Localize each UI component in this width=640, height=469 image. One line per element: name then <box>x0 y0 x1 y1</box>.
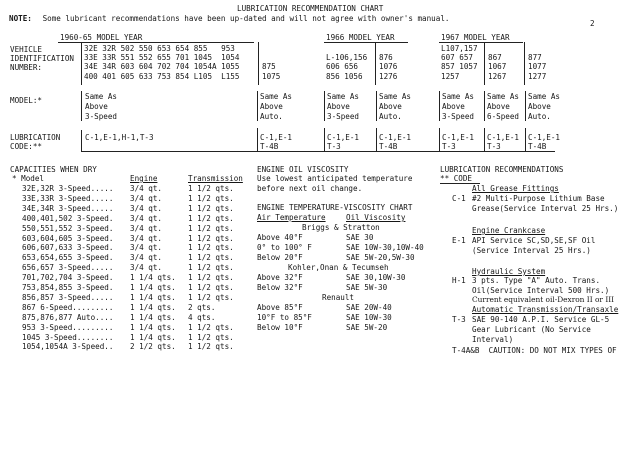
capacity-trans: 1 1/2 qts. <box>188 322 234 332</box>
lub-code-cell: T-3 <box>487 142 501 151</box>
capacity-engine: 3/4 qt. <box>130 193 163 203</box>
capacity-engine: 3/4 qt. <box>130 233 163 243</box>
oil-text: Use lowest anticipated temperature <box>257 174 413 183</box>
capacity-model: 653,654,655 3-Speed. <box>22 253 114 263</box>
oil-viscosity: SAE 10W-30 <box>346 313 392 322</box>
vehicle-1967: 1277 <box>528 72 547 81</box>
lub-code-cell: C-1,E-1 <box>528 133 561 142</box>
col-air-temperature: Air Temperature <box>257 213 326 222</box>
capacity-engine: 1 1/4 qts. <box>130 273 176 283</box>
capacity-engine: 3/4 qt. <box>130 243 163 253</box>
oil-viscosity: SAE 5W-20,5W-30 <box>346 253 415 262</box>
engine-brand-heading: Briggs & Stratton <box>302 223 380 232</box>
model-cell: Auto. <box>528 112 551 121</box>
capacity-engine: 3/4 qt. <box>130 263 163 273</box>
capacity-trans: 1 1/2 qts. <box>188 253 234 263</box>
vehicle-1967: 607 657 <box>441 53 474 62</box>
capacity-trans: 1 1/2 qts. <box>188 283 234 292</box>
model-cell: Auto. <box>379 112 402 121</box>
capacity-model: 34E,34R 3-Speed..... <box>22 203 114 213</box>
capacity-model: 606,607,633 3-Speed. <box>22 243 114 253</box>
engine-brand-heading: Renault <box>322 293 355 302</box>
capacity-model: 1045 3-Speed........ <box>22 332 114 342</box>
rec-title-crankcase: Engine Crankcase <box>472 226 546 235</box>
oil-heading: ENGINE OIL VISCOSITY <box>257 165 349 174</box>
lub-code-cell: C-1,E-1 <box>327 133 360 142</box>
capacity-model: 953 3-Speed......... <box>22 322 114 332</box>
capacity-model: 656,657 3-Speed..... <box>22 263 114 273</box>
lub-code-label: LUBRICATION <box>10 133 61 142</box>
capacity-model: 32E,32R 3-Speed..... <box>22 184 114 193</box>
rec-line: Oil(Service Interval 500 Hrs.) <box>472 286 610 295</box>
lub-code-cell: T-4B <box>260 142 279 151</box>
model-cell: Above <box>327 102 350 111</box>
model-cell: Same As <box>487 92 520 101</box>
capacity-model: 875,876,877 Auto.... <box>22 312 114 322</box>
temp-chart-heading: ENGINE TEMPERATURE-VISCOSITY CHART <box>257 203 413 212</box>
vehicle-1967: 877 <box>528 53 542 62</box>
lub-code-label: CODE:** <box>10 142 43 151</box>
capacity-trans: 1 1/2 qts. <box>188 193 234 203</box>
rec-code: H-1 <box>452 276 466 285</box>
capacity-model: 603,604,605 3-Speed. <box>22 233 114 243</box>
page-number: 2 <box>590 19 595 28</box>
engine-brand-heading: Kohler,Onan & Tecumseh <box>288 263 389 272</box>
model-cell: 6-Speed <box>487 112 520 121</box>
rec-line: API Service SC,SD,SE,SF Oil <box>472 236 596 245</box>
rec-line: (Service Interval 25 Hrs.) <box>472 246 591 255</box>
vehicle-1967: 1257 <box>441 72 460 81</box>
lub-code-cell: T-3 <box>327 142 341 151</box>
capacity-engine: 1 1/4 qts. <box>130 292 176 302</box>
vehicle-1966: 1276 <box>379 72 398 81</box>
lub-code-cell: C-1,E-1 <box>442 133 475 142</box>
air-temperature: Above 40°F <box>257 233 303 242</box>
recs-heading: LUBRICATION RECOMMENDATIONS <box>440 165 564 174</box>
rec-title-auto-trans: Automatic Transmission/Transaxle <box>472 305 619 314</box>
lub-code-cell: C-1,E-1 <box>379 133 412 142</box>
rec-line: Interval) <box>472 335 514 344</box>
lub-code-cell: C-1,E-1 <box>260 133 293 142</box>
capacity-engine: 3/4 qt. <box>130 223 163 233</box>
lub-code-cell: C-1,E-1 <box>487 133 520 142</box>
vehicle-1966: 606 656 <box>326 62 359 71</box>
model-cell: Same As <box>327 92 360 101</box>
heading-1960-65: 1960-65 MODEL YEAR <box>60 33 143 42</box>
capacity-trans: 1 1/2 qts. <box>188 332 234 342</box>
capacity-model: 701,702,704 3-Speed. <box>22 273 114 283</box>
vehicle-row-extra: 875 <box>262 62 276 71</box>
model-cell: Same As <box>442 92 475 101</box>
model-cell: Above <box>85 102 108 111</box>
vehicle-1967: L107,157 <box>441 44 478 53</box>
lub-code-cell: T-4B <box>379 142 398 151</box>
capacity-trans: 1 1/2 qts. <box>188 184 234 193</box>
lub-code-cell: T-3 <box>442 142 456 151</box>
vehicle-row-extra: 1075 <box>262 72 281 81</box>
capacities-heading: CAPACITIES WHEN DRY <box>10 165 97 174</box>
vehicle-row: 34E 34R 603 604 702 704 1054A 1055 <box>84 62 240 71</box>
note-label: NOTE: <box>9 14 32 23</box>
vehicle-1966: 856 1056 <box>326 72 363 81</box>
capacity-engine: 1 1/4 qts. <box>130 283 176 292</box>
air-temperature: Below 10°F <box>257 323 303 332</box>
lub-code-cell: T-4B <box>528 142 547 151</box>
capacity-model: 856,857 3-Speed..... <box>22 292 114 302</box>
rec-line: #2 Multi-Purpose Lithium Base <box>472 194 605 203</box>
vehicle-row: 400 401 605 633 753 854 L105 L155 <box>84 72 240 81</box>
row-label-vehicle: VEHICLE <box>10 45 43 54</box>
capacity-model: 400,401,502 3-Speed. <box>22 213 114 223</box>
vehicle-row: 33E 33R 551 552 655 701 1045 1054 <box>84 53 240 62</box>
capacity-trans: 2 qts. <box>188 302 216 312</box>
model-cell: Same As <box>528 92 561 101</box>
air-temperature: Above 32°F <box>257 273 303 282</box>
capacities-col-engine: Engine <box>130 174 158 183</box>
capacity-model: 867 6-Speed......... <box>22 302 114 312</box>
capacity-trans: 1 1/2 qts. <box>188 223 234 233</box>
rec-line: SAE 90-140 A.P.I. Service GL-5 <box>472 315 610 324</box>
oil-viscosity: SAE 20W-40 <box>346 303 392 312</box>
vehicle-1966: 876 <box>379 53 393 62</box>
capacity-engine: 3/4 qt. <box>130 213 163 223</box>
model-cell: Same As <box>379 92 412 101</box>
rec-title-grease: All Grease Fittings <box>472 184 559 193</box>
oil-viscosity: SAE 5W-30 <box>346 283 388 292</box>
current-equivalent-note: Current equivalent oil-Dexron II or III <box>472 295 615 304</box>
oil-viscosity: SAE 10W-30,10W-40 <box>346 243 424 252</box>
model-cell: Same As <box>260 92 293 101</box>
model-cell: Same As <box>85 92 118 101</box>
col-oil-viscosity: Oil Viscosity <box>346 213 406 222</box>
air-temperature: 10°F to 85°F <box>257 313 312 322</box>
model-cell: Above <box>379 102 402 111</box>
oil-text: before next oil change. <box>257 184 363 193</box>
air-temperature: Below 20°F <box>257 253 303 262</box>
recs-code-label: ** CODE <box>440 174 473 183</box>
model-cell: Above <box>442 102 465 111</box>
capacities-col-transmission: Transmission <box>188 174 243 183</box>
model-cell: Above <box>260 102 283 111</box>
caution-line: T-4A&B CAUTION: DO NOT MIX TYPES OF <box>452 346 617 355</box>
air-temperature: Above 85°F <box>257 303 303 312</box>
vehicle-1966: L-106,156 <box>326 53 368 62</box>
vehicle-1967: 1077 <box>528 62 547 71</box>
model-cell: Above <box>528 102 551 111</box>
rec-code: E-1 <box>452 236 466 245</box>
capacity-trans: 1 1/2 qts. <box>188 263 234 273</box>
capacity-trans: 1 1/2 qts. <box>188 243 234 253</box>
rec-line: Grease(Service Interval 25 Hrs.) <box>472 204 619 213</box>
lub-code-cell: C-1,E-1,H-1,T-3 <box>85 133 154 142</box>
capacity-engine: 3/4 qt. <box>130 203 163 213</box>
capacity-model: 1054,1054A 3-Speed.. <box>22 342 114 352</box>
capacity-trans: 1 1/2 qts. <box>188 233 234 243</box>
capacity-engine: 2 1/2 qts. <box>130 342 176 352</box>
vehicle-1967: 867 <box>488 53 502 62</box>
heading-1967: 1967 MODEL YEAR <box>441 33 510 42</box>
vehicle-row: 32E 32R 502 550 653 654 855 953 <box>84 44 235 53</box>
capacity-engine: 1 1/4 qts. <box>130 302 176 312</box>
capacity-trans: 4 qts. <box>188 312 216 322</box>
rec-code: C-1 <box>452 194 466 203</box>
capacity-engine: 1 1/4 qts. <box>130 312 176 322</box>
capacity-engine: 1 1/4 qts. <box>130 322 176 332</box>
model-cell: Above <box>487 102 510 111</box>
rec-title-hydraulic: Hydraulic System <box>472 267 546 276</box>
capacity-trans: 1 1/2 qts. <box>188 203 234 213</box>
row-label-number: NUMBER: <box>10 63 43 72</box>
model-cell: 3-Speed <box>327 112 360 121</box>
air-temperature: 0° to 100° F <box>257 243 312 252</box>
rec-line: Gear Lubricant (No Service <box>472 325 591 334</box>
vehicle-1967: 1067 <box>488 62 507 71</box>
page-title: LUBRICATION RECOMMENDATION CHART <box>237 4 384 13</box>
capacity-trans: 1 1/2 qts. <box>188 292 234 302</box>
vehicle-1967: 857 1057 <box>441 62 478 71</box>
oil-viscosity: SAE 30,10W-30 <box>346 273 406 282</box>
capacity-trans: 1 1/2 qts. <box>188 273 234 283</box>
capacities-col-model: * Model <box>12 174 45 183</box>
model-cell: Auto. <box>260 112 283 121</box>
vehicle-1966: 1076 <box>379 62 398 71</box>
air-temperature: Below 32°F <box>257 283 303 292</box>
note-text: Some lubricant recommendations have been up-dated and will not agree with owner's manual. <box>38 14 450 23</box>
rec-code: T-3 <box>452 315 466 324</box>
capacity-engine: 3/4 qt. <box>130 253 163 263</box>
row-label-identification: IDENTIFICATION <box>10 54 75 63</box>
rec-line: 3 pts. Type "A" Auto. Trans. <box>472 276 601 285</box>
capacity-trans: 1 1/2 qts. <box>188 342 234 352</box>
capacity-engine: 1 1/4 qts. <box>130 332 176 342</box>
oil-viscosity: SAE 30 <box>346 233 374 242</box>
model-label: MODEL:* <box>10 96 43 105</box>
capacity-trans: 1 1/2 qts. <box>188 213 234 223</box>
capacity-model: 550,551,552 3-Speed. <box>22 223 114 233</box>
capacity-model: 753,854,855 3-Speed. <box>22 283 114 292</box>
capacity-engine: 3/4 qt. <box>130 184 163 193</box>
model-cell: 3-Speed <box>85 112 118 121</box>
oil-viscosity: SAE 5W-20 <box>346 323 388 332</box>
heading-1966: 1966 MODEL YEAR <box>326 33 395 42</box>
vehicle-1967: 1267 <box>488 72 507 81</box>
capacity-model: 33E,33R 3-Speed..... <box>22 193 114 203</box>
model-cell: 3-Speed <box>442 112 475 121</box>
